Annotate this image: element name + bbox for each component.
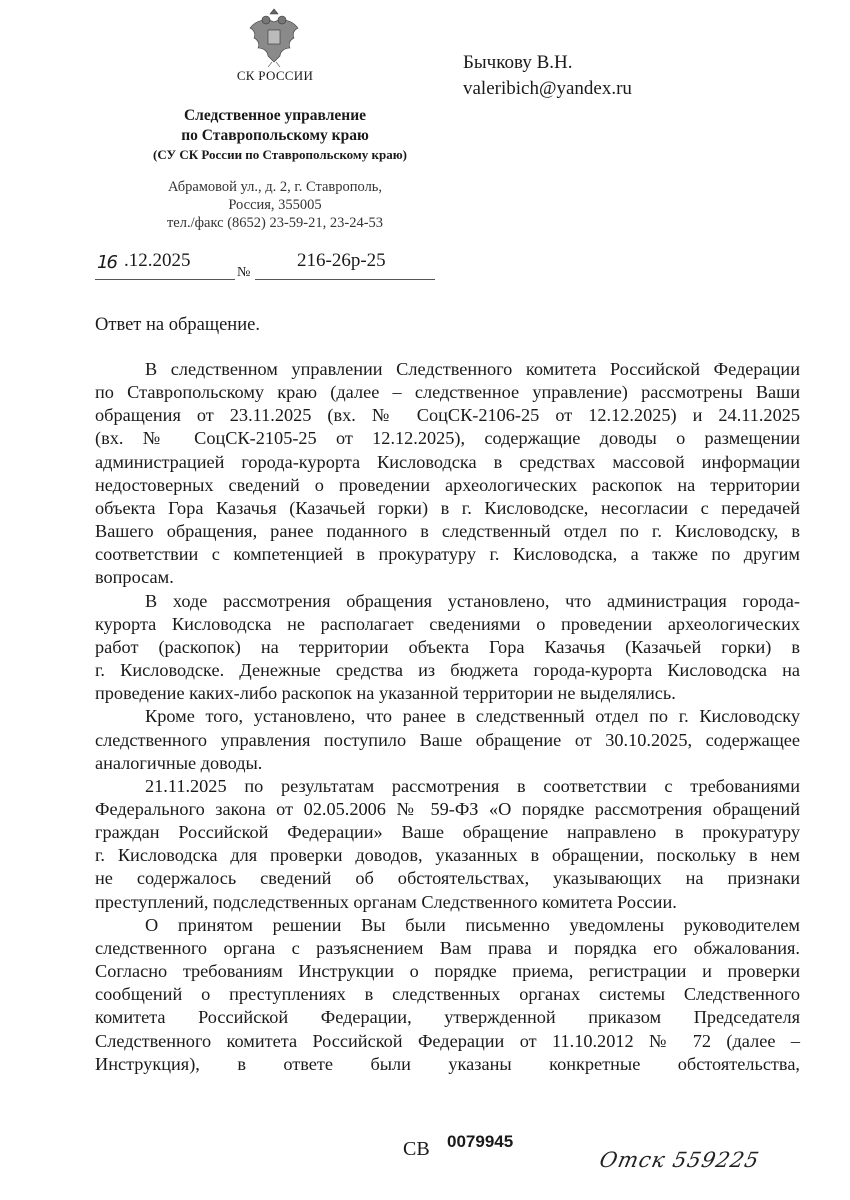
body-line: г. Кисловодске. Денежные средства из бюджета города-курорта Кисловодска на xyxy=(95,660,800,681)
form-series: СВ xyxy=(403,1138,430,1160)
body-line: В следственном управлении Следственного комитета Российской Федерации xyxy=(145,359,800,379)
body-line: не содержалось сведений об обстоятельствах, указывающих на признаки xyxy=(95,868,800,889)
letter-body xyxy=(95,358,800,1076)
body-line: О принятом решении Вы были письменно уведомлены руководителем xyxy=(145,914,800,935)
org-name xyxy=(150,106,400,146)
body-line: комитета Российской Федерации, утвержденной приказом Председателя xyxy=(95,1007,800,1028)
body-paragraph xyxy=(95,914,800,1076)
org-short-name: СК РОССИИ xyxy=(236,68,314,83)
body-line: сообщений о преступлениях в следственных органах системы Следственного xyxy=(95,984,800,1005)
org-address xyxy=(150,178,400,232)
body-line: Следственного комитета Российской Федерации от 11.10.2012 № 72 (далее – xyxy=(95,1030,800,1051)
body-line: проведение каких-либо раскопок на указанной территории не выделялись. xyxy=(95,683,676,704)
body-line: аналогичные доводы. xyxy=(95,752,263,773)
body-line: Кроме того, установлено, что ранее в следственный отдел по г. Кисловодску xyxy=(145,706,800,727)
handwritten-date-day: 16 xyxy=(97,252,116,273)
recipient-email: valeribich@yandex.ru xyxy=(463,78,632,99)
recipient-block xyxy=(463,50,632,102)
body-line: (вх. № СоцСК-2105-25 от 12.12.2025), содержащие доводы о размещении xyxy=(95,428,800,449)
address-line1: Абрамовой ул., д. 2, г. Ставрополь, xyxy=(167,179,383,195)
org-abbreviation: (СУ СК России по Ставропольскому краю) xyxy=(153,147,407,162)
body-line: администрацией города-курорта Кисловодска в средствах массовой информации xyxy=(95,451,800,472)
body-line: Федерального закона от 02.05.2006 № 59-ФЗ «О порядке рассмотрения обращений xyxy=(95,798,800,819)
body-line: граждан Российской Федерации» Ваше обращение направлено в прокуратуру xyxy=(95,822,800,843)
number-sign: № xyxy=(237,265,251,280)
body-line: объекта Гора Казачья (Казачьей горки) в г. Кисловодске, несогласии с передачей xyxy=(95,497,800,518)
body-line: недостоверных сведений о проведении археологических раскопок на территории xyxy=(95,474,800,495)
date-underline xyxy=(95,279,235,280)
body-line: преступлений, подследственных органам Следственного комитета России. xyxy=(95,891,677,912)
body-line: Согласно требованиям Инструкции о порядке приема, регистрации и проверки xyxy=(95,961,800,982)
body-line: следственного органа с разъяснением Вам права и порядка его обжалования. xyxy=(95,937,800,958)
body-paragraph xyxy=(95,358,800,590)
body-line: вопросам. xyxy=(95,567,174,588)
phone-fax: тел./факс (8652) 23-59-21, 23-24-53 xyxy=(166,215,384,231)
form-serial-number: 0079945 xyxy=(447,1132,514,1151)
body-line: Инструкция), в ответе были указаны конкретные обстоятельства, xyxy=(95,1053,800,1074)
handwritten-note: Отск 559225 xyxy=(597,1148,762,1172)
letter-number: 216-26р-25 xyxy=(297,250,386,271)
number-underline xyxy=(255,279,435,280)
coat-of-arms-emblem xyxy=(246,8,302,68)
body-paragraph xyxy=(95,705,800,774)
body-line: 21.11.2025 по результатам рассмотрения в соответствии с требованиями xyxy=(145,775,800,796)
body-line: курорта Кисловодска не располагает сведениями о проведении археологических xyxy=(95,613,800,634)
body-line: В ходе рассмотрения обращения установлено, что администрация города- xyxy=(145,590,800,611)
letter-subject: Ответ на обращение. xyxy=(95,315,260,335)
body-line: соответствии с компетенцией в прокуратуру г. Кисловодска, а также по другим xyxy=(95,544,800,565)
body-line: по Ставропольскому краю (далее – следственное управление) рассмотрены Ваши xyxy=(95,382,800,403)
address-line2: Россия, 355005 xyxy=(228,197,322,213)
body-paragraph xyxy=(95,590,800,706)
letter-date: .12.2025 xyxy=(124,250,191,271)
org-name-line1: Следственное управление xyxy=(183,107,367,124)
body-line: Вашего обращения, ранее поданного в следственный отдел по г. Кисловодску, в xyxy=(95,521,800,542)
body-line: следственного управления поступило Ваше обращение от 30.10.2025, содержащее xyxy=(95,729,800,750)
body-line: г. Кисловодска для проверки доводов, указанных в обращении, поскольку в нем xyxy=(95,845,800,866)
recipient-name: Бычкову В.Н. xyxy=(463,52,573,73)
org-name-line2: по Ставропольскому краю xyxy=(181,127,369,144)
body-line: обращения от 23.11.2025 (вх. № СоцСК-2106-25 от 12.12.2025) и 24.11.2025 xyxy=(95,405,800,426)
body-paragraph xyxy=(95,775,800,914)
body-line: работ (раскопок) на территории объекта Гора Казачья (Казачьей горки) в xyxy=(95,636,800,657)
